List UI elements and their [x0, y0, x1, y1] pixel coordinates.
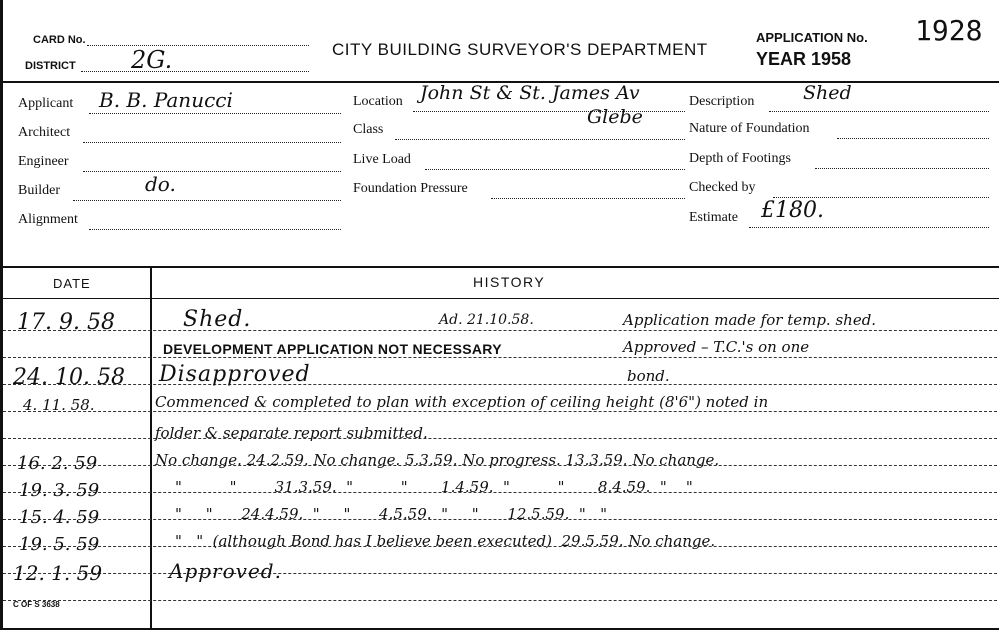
- district-label: DISTRICT: [25, 60, 76, 72]
- depth-of-footings-label: Depth of Footings: [689, 151, 791, 166]
- district-line: [81, 71, 309, 72]
- card-no-label: CARD No.: [33, 34, 86, 46]
- year-label: YEAR 1958: [756, 49, 852, 69]
- history-header-rule: [3, 298, 999, 299]
- class-label: Class: [353, 122, 384, 137]
- application-no-label: APPLICATION No.: [756, 30, 868, 45]
- history-date: 16. 2. 59: [17, 453, 98, 474]
- estimate-label: Estimate: [689, 210, 738, 225]
- engineer-line: [83, 171, 341, 172]
- history-date: 12. 1. 59: [13, 561, 103, 585]
- applicant-label: Applicant: [18, 96, 74, 111]
- history-text: No change. 24.2.59. No change. 5.3.59. No progress. 13.3.59. No change.: [155, 451, 720, 469]
- fields-rule: [3, 266, 999, 268]
- history-text: " " 24.4.59. " " 4.5.59. " " 12.5.59. " ": [175, 505, 607, 523]
- ruled-line: [3, 330, 999, 331]
- history-note: Approved – T.C.'s on one: [623, 338, 810, 356]
- form-code: C OF S 3638: [13, 600, 60, 609]
- card-no-line: [87, 45, 309, 46]
- live-load-line: [425, 169, 685, 170]
- history-date: 4. 11. 58.: [23, 396, 95, 414]
- history-date: 15. 4. 59: [19, 507, 100, 528]
- nature-line: [837, 138, 989, 139]
- date-column-divider: [150, 267, 152, 630]
- history-text: folder & separate report submitted.: [155, 424, 428, 442]
- history-date: 19. 5. 59: [19, 534, 100, 555]
- estimate-value: £180.: [761, 198, 824, 223]
- estimate-line: [749, 227, 989, 228]
- development-stamp: DEVELOPMENT APPLICATION NOT NECESSARY: [163, 341, 502, 357]
- history-date: 19. 3. 59: [19, 480, 100, 501]
- description-value: Shed: [803, 82, 852, 104]
- history-note: bond.: [627, 367, 670, 385]
- description-label: Description: [689, 94, 755, 109]
- application-number: 1928: [915, 14, 983, 47]
- ruled-line: [3, 573, 999, 574]
- nature-of-foundation-label: Nature of Foundation: [689, 121, 810, 136]
- builder-label: Builder: [18, 183, 60, 198]
- history-column-header: HISTORY: [473, 274, 546, 290]
- district-value: 2G.: [131, 46, 173, 74]
- checked-by-label: Checked by: [689, 180, 756, 195]
- ruled-line: [3, 411, 999, 412]
- engineer-label: Engineer: [18, 154, 69, 169]
- ruled-line: [3, 438, 999, 439]
- location-line: [413, 111, 685, 112]
- date-column-header: DATE: [53, 276, 91, 291]
- history-text: Disapproved: [159, 362, 311, 387]
- department-title: CITY BUILDING SURVEYOR'S DEPARTMENT: [332, 40, 708, 59]
- history-text: Shed.: [183, 307, 252, 332]
- architect-label: Architect: [18, 125, 71, 140]
- ruled-line: [3, 600, 999, 601]
- history-text-secondary: Ad. 21.10.58.: [439, 312, 534, 328]
- history-note: Application made for temp. shed.: [623, 311, 877, 329]
- history-text: " " 31.3.59. " " 1.4.59. " " 8.4.59. " ": [175, 478, 693, 496]
- ruled-line: [3, 384, 999, 385]
- builder-line: [73, 200, 341, 201]
- history-date: 24. 10. 58: [13, 365, 125, 390]
- ruled-line: [3, 357, 999, 358]
- class-line: [395, 139, 685, 140]
- history-text: Approved.: [169, 559, 282, 583]
- live-load-label: Live Load: [353, 152, 411, 167]
- depth-line: [815, 168, 989, 169]
- foundation-pressure-label: Foundation Pressure: [353, 181, 468, 196]
- class-value: Glebe: [587, 106, 643, 128]
- applicant-value: B. B. Panucci: [99, 88, 233, 112]
- history-text: " " (although Bond has I believe been executed) 29.5.59. No change.: [175, 532, 716, 550]
- applicant-line: [89, 113, 341, 114]
- location-value: John St & St. James Av: [420, 82, 640, 104]
- architect-line: [83, 142, 341, 143]
- location-label: Location: [353, 94, 403, 109]
- foundation-pressure-line: [491, 198, 685, 199]
- history-date: 17. 9. 58: [17, 310, 115, 335]
- builder-value: do.: [145, 172, 176, 196]
- alignment-label: Alignment: [18, 212, 78, 227]
- history-text: Commenced & completed to plan with exception of ceiling height (8'6") noted in: [155, 393, 769, 411]
- description-line: [769, 111, 989, 112]
- alignment-line: [89, 229, 341, 230]
